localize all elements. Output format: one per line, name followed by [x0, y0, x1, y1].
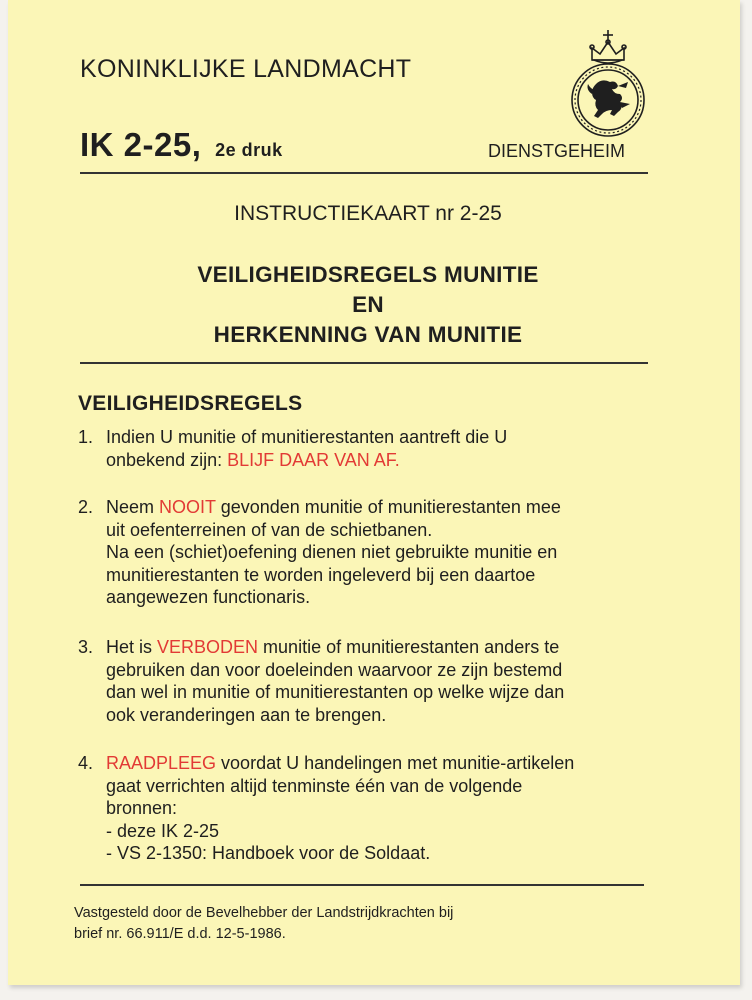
rule-number: 4. — [78, 753, 94, 773]
card-number — [80, 126, 283, 164]
rule-item-1 — [78, 426, 507, 471]
rule-number: 3. — [78, 637, 94, 657]
main-title-line3: HERKENNING VAN MUNITIE — [213, 322, 523, 347]
rule-highlight: RAADPLEEG — [106, 753, 217, 773]
rule-item-2 — [78, 496, 561, 609]
rule-highlight: VERBODEN — [157, 637, 259, 657]
card-title: INSTRUCTIEKAART nr 2-25 — [234, 202, 502, 225]
instruction-card — [8, 0, 740, 985]
rule-text-rest: munitie of munitierestanten anders te gebruiken dan voor doeleinden waarvoor ze zijn bestemd dan wel in munitie of munitierestanten op welke wijze dan ook veranderingen aan te brengen. — [106, 637, 565, 725]
rule-number: 1. — [78, 427, 94, 447]
footer-note: Vastgesteld door de Bevelhebber der Landstrijdkrachten bij brief nr. 66.911/E d.d. 12-5-1986. — [74, 905, 454, 942]
rule-item-4 — [78, 752, 574, 865]
main-title-line2: EN — [352, 292, 384, 317]
classification-label: DIENSTGEHEIM — [488, 141, 626, 161]
divider — [80, 884, 644, 886]
rule-text-rest: voordat U handelingen met munitie-artikelen gaat verrichten altijd tenminste één van de volgende bronnen: - deze IK 2-25 - VS 2-1350: Handboek voor de Soldaat. — [106, 753, 575, 863]
card-number-code: IK 2-25, — [80, 126, 202, 163]
rule-item-3 — [78, 636, 564, 726]
rule-text: Indien U munitie of munitierestanten aantreft die U onbekend zijn: — [106, 427, 508, 470]
organization-name: KONINKLIJKE LANDMACHT — [80, 55, 412, 83]
rule-highlight: BLIJF DAAR VAN AF. — [227, 449, 400, 470]
crowned-lion-seal-icon — [562, 22, 654, 140]
rule-text: Het is — [106, 637, 158, 657]
section-heading: VEILIGHEIDSREGELS — [78, 392, 303, 415]
rule-text: Neem — [106, 497, 160, 517]
main-title — [8, 260, 728, 350]
rule-highlight: NOOIT — [159, 497, 216, 517]
divider — [80, 362, 648, 364]
divider — [80, 172, 648, 174]
rule-text-rest: gevonden munitie of munitierestanten mee uit oefenterreinen of van de schietbanen. Na een (schiet)oefening dienen niet gebruikte munitie en munitierestanten te worden ingeleverd bij een daartoe aangewezen functionaris. — [106, 497, 561, 607]
edition-label: 2e druk — [215, 140, 283, 160]
rule-number: 2. — [78, 497, 94, 517]
main-title-line1: VEILIGHEIDSREGELS MUNITIE — [197, 262, 539, 287]
